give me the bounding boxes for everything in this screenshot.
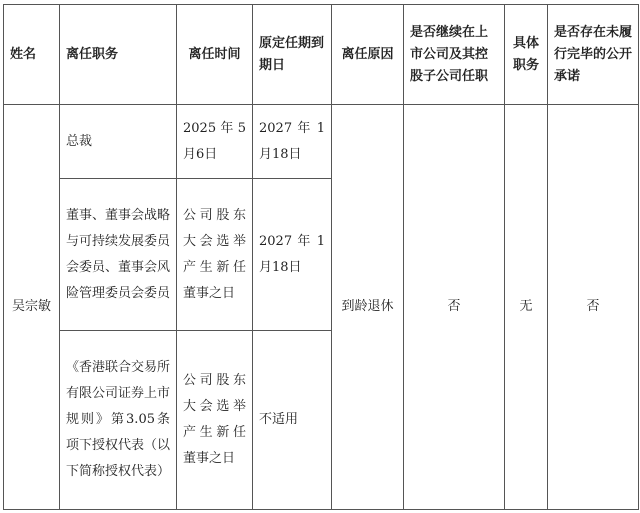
term-end-cell: 2027 年 1 月18日 (253, 179, 332, 331)
position-cell: 总裁 (60, 105, 177, 179)
table-row (4, 105, 639, 179)
position-cell: 《香港联合交易所有限公司证券上市规则》第3.05条项下授权代表（以下简称授权代表） (60, 331, 177, 510)
resignation-table (3, 4, 639, 510)
header-reason: 离任原因 (332, 5, 404, 105)
continue-role-cell: 否 (404, 105, 505, 510)
header-leave-time: 离任时间 (177, 5, 253, 105)
header-row (4, 5, 639, 105)
leave-time-cell: 2025 年 5 月6日 (177, 105, 253, 179)
header-specific-role: 具体职务 (505, 5, 548, 105)
header-name: 姓名 (4, 5, 60, 105)
unfulfilled-cell: 否 (548, 105, 639, 510)
person-name: 吴宗敏 (4, 105, 60, 510)
position-cell: 董事、董事会战略与可持续发展委员会委员、董事会风险管理委员会委员 (60, 179, 177, 331)
leave-time-cell: 公司股东大会选举产生新任董事之日 (177, 331, 253, 510)
header-unfulfilled: 是否存在未履行完毕的公开承诺 (548, 5, 639, 105)
leave-time-cell: 公司股东大会选举产生新任董事之日 (177, 179, 253, 331)
specific-role-cell: 无 (505, 105, 548, 510)
header-term-end: 原定任期到期日 (253, 5, 332, 105)
term-end-cell: 2027 年 1 月18日 (253, 105, 332, 179)
header-continue-role: 是否继续在上市公司及其控股子公司任职 (404, 5, 505, 105)
reason-cell: 到龄退休 (332, 105, 404, 510)
header-position: 离任职务 (60, 5, 177, 105)
term-end-cell: 不适用 (253, 331, 332, 510)
